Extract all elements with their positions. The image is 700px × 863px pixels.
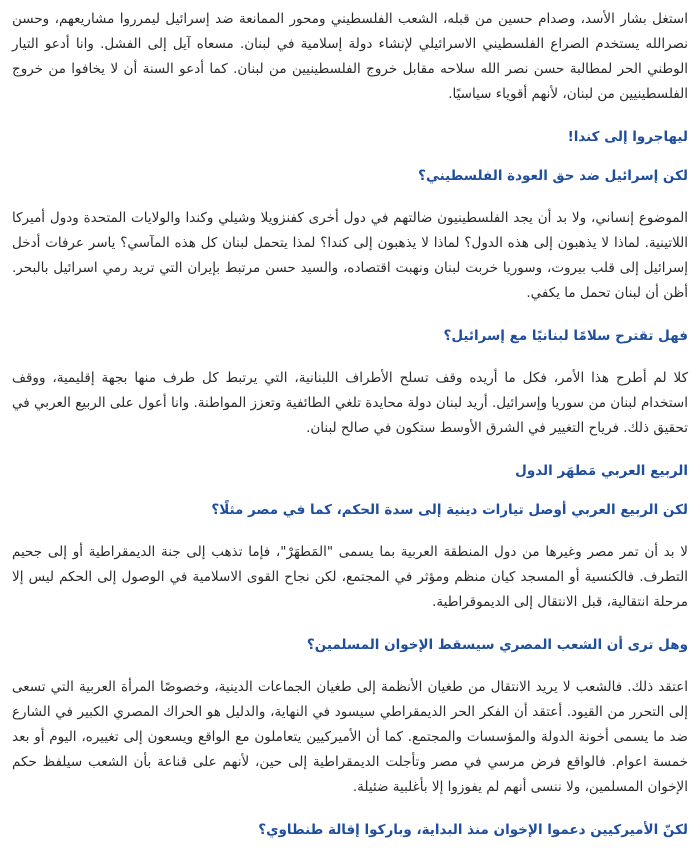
answer-paragraph: كلا لم أطرح هذا الأمر، فكل ما أريده وقف تسلح الأطراف اللبنانية، التي يرتبط كل طرف منها بجهة إقليمية، ووقف استخدام لبنان من سوريا وإسرائيل. أريد لبنان دولة محايدة تلغي الطائفية وتعزز المواطنة. وانا أعول على الربيع العربي في تحقيق ذلك. فرياح التغيير في الشرق الأوسط ستكون في صالح لبنان. [12, 370, 688, 436]
section-heading: ليهاجروا إلى كندا! [567, 129, 688, 145]
answer-paragraph: استغل بشار الأسد، وصدام حسين من قبله، الشعب الفلسطيني ومحور الممانعة ضد إسرائيل ليمرروا مشاريعهم، وحسن نصرالله يستخدم الصراع الفلسطيني الاسرائيلي لإنشاء دولة إسلامية في لبنان. مسعاه آيل إلى الفشل. وانا أدعو التيار الوطني الحر لمطالبة حسن نصر الله سلاحه مقابل خروج الفلسطينيين من لبنان. كما أدعو السنة أن لا يخافوا من خروج الفلسطينيين من لبنان، لأنهم أقوياء سياسيًا. [12, 11, 688, 102]
answer-paragraph: لا بد أن تمر مصر وغيرها من دول المنطقة العربية بما يسمى "المَطهَرْ"، فإما تذهب إلى جنة الديمقراطية أو إلى جحيم التطرف. فالكنسية أو المسجد كيان منظم ومؤثر في المجتمع، لكن نجاح القوى الاسلامية في الوصول إلى الحكم ليس إلا مرحلة انتقالية، قبل الانتقال إلى الديموقراطية. [12, 544, 688, 610]
question-heading: لكنّ الأميركيين دعموا الإخوان منذ البداية، وباركوا إقالة طنطاوي؟ [258, 822, 688, 838]
answer-paragraph: الموضوع إنساني، ولا بد أن يجد الفلسطينيون ضالتهم في دول أخرى كفنزويلا وشيلي وكندا والولايات المتحدة ودول أميركا اللاتينية. لماذا لا يذهبون إلى هذه الدول؟ لماذا لا يذهبون إلى كندا؟ لمذا يتحمل لبنان كل هذه المآسي؟ ياسر عرفات أدخل إسرائيل إلى قلب بيروت، وسوريا خربت لبنان ونهبت اقتصاده، والسيد حسن مرتبط بإيران التي تريد رمي اسرائيل بالبحر. أظن أن لبنان تحمل ما يكفي. [12, 210, 688, 301]
question-heading: فهل تقترح سلامًا لبنانيًا مع إسرائيل؟ [443, 328, 688, 344]
answer-paragraph: اعتقد ذلك. فالشعب لا يريد الانتقال من طغيان الأنظمة إلى طغيان الجماعات الدينية، وخصوصًا المرأة العربية التي تسعى إلى التحرر من القيود. أعتقد أن الفكر الحر الديمقراطي سيسود في النهاية، والدليل هو الحراك المصري الكبير في الشارع ضد ما يسمى أخونة الدولة والمؤسسات والمجتمع. كما أن الأميركيين يتعاملون مع الواقع ويسعون إلى تغييره، اليوم أو بعد خمسة اعوام. فالواقع فرض مرسي في مصر وتأجلت الديمقراطية إلى حين، لأنهم على قناعة بأن الشعب سيلفظ حكم الإخوان المسلمين، ولا ننسى أنهم لم يفوزوا إلا بأغلبية ضئيلة. [12, 679, 688, 795]
question-heading: لكن إسرائيل ضد حق العودة الفلسطيني؟ [418, 168, 688, 184]
question-heading: وهل ترى أن الشعب المصري سيسقط الإخوان المسلمين؟ [306, 637, 688, 653]
question-heading: لكن الربيع العربي أوصل تيارات دينية إلى سدة الحكم، كما في مصر مثلًا؟ [211, 502, 688, 518]
section-heading: الربيع العربي مَطهَر الدول [515, 463, 688, 479]
